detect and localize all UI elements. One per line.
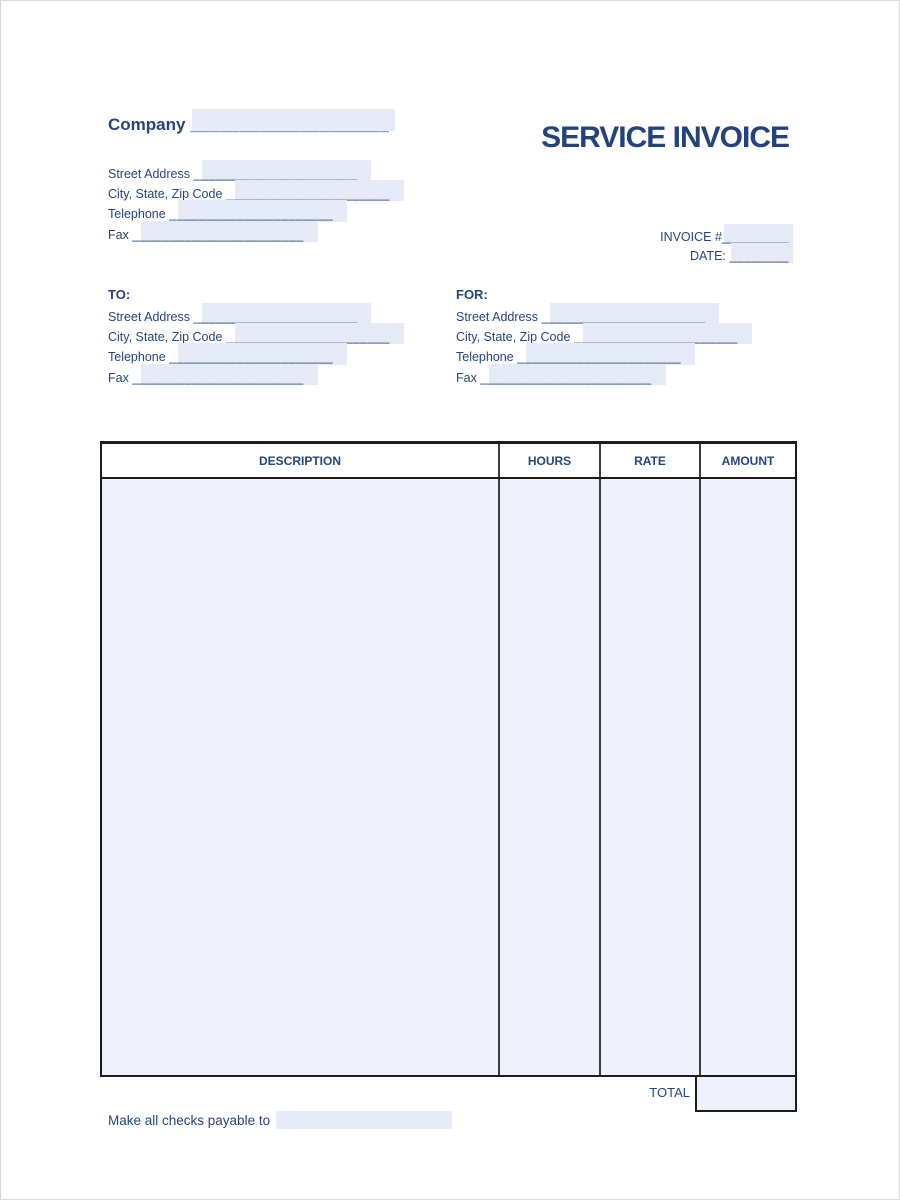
city-state-zip-label: City, State, Zip Code: [456, 330, 571, 345]
for-heading: FOR:: [456, 287, 488, 302]
to-heading: TO:: [108, 287, 131, 302]
bill-to-section: [108, 285, 390, 388]
to-telephone-field[interactable]: ______________________: [169, 347, 333, 367]
city-state-zip-label: City, State, Zip Code: [108, 330, 223, 345]
amount-column-header: AMOUNT: [699, 444, 795, 477]
to-street-field[interactable]: ______________________: [193, 307, 357, 327]
street-address-label: Street Address: [456, 310, 538, 324]
invoice-meta: [660, 228, 789, 266]
table-header-row: [102, 444, 795, 479]
company-name-field[interactable]: ____________________: [190, 115, 390, 134]
invoice-number-field[interactable]: _________: [722, 228, 789, 247]
rate-entry-area[interactable]: [599, 479, 699, 1075]
for-fax-row: [456, 368, 738, 388]
for-city-field[interactable]: ______________________: [574, 327, 738, 347]
company-telephone-field[interactable]: ______________________: [169, 204, 333, 224]
company-row: [108, 115, 389, 135]
page-title: SERVICE INVOICE: [541, 121, 789, 154]
checks-payable-label: Make all checks payable to: [108, 1113, 271, 1128]
invoice-date-row: [660, 247, 789, 266]
invoice-number-label: INVOICE #: [660, 230, 722, 244]
for-telephone-field[interactable]: ______________________: [517, 347, 681, 367]
telephone-label: Telephone: [108, 207, 166, 222]
company-label: Company: [108, 115, 186, 134]
street-address-label: Street Address: [108, 167, 190, 181]
hours-column-header: HOURS: [498, 444, 599, 477]
for-street-field[interactable]: ______________________: [541, 307, 705, 327]
company-fax-row: [108, 225, 390, 245]
description-column-header: DESCRIPTION: [258, 453, 341, 468]
fax-label: Fax: [108, 370, 129, 385]
company-fields: [108, 164, 390, 245]
service-for-section: [456, 285, 738, 388]
amount-entry-area[interactable]: [699, 479, 795, 1075]
company-fax-field[interactable]: _______________________: [132, 225, 303, 245]
line-items-table: [100, 441, 797, 1077]
city-state-zip-label: City, State, Zip Code: [108, 187, 223, 202]
total-label: TOTAL: [649, 1085, 690, 1100]
company-street-field[interactable]: ______________________: [193, 164, 357, 184]
to-fax-field[interactable]: _______________________: [132, 368, 303, 388]
telephone-label: Telephone: [108, 350, 166, 365]
hours-entry-area[interactable]: [498, 479, 599, 1075]
company-city-field[interactable]: ______________________: [226, 184, 390, 204]
for-fax-field[interactable]: _______________________: [480, 368, 651, 388]
fax-label: Fax: [108, 227, 129, 242]
street-address-label: Street Address: [108, 310, 190, 324]
telephone-label: Telephone: [456, 350, 514, 365]
rate-column-header: RATE: [599, 444, 699, 477]
to-fax-row: [108, 368, 390, 388]
checks-payable-row: [108, 1111, 452, 1129]
fax-label: Fax: [456, 370, 477, 385]
invoice-date-label: DATE:: [690, 249, 726, 263]
total-amount-field[interactable]: [695, 1077, 797, 1112]
description-entry-area[interactable]: [102, 479, 498, 1075]
to-city-field[interactable]: ______________________: [226, 327, 390, 347]
invoice-date-field[interactable]: ________: [729, 247, 789, 266]
table-body: [102, 479, 795, 1075]
checks-payable-field[interactable]: [276, 1111, 452, 1129]
